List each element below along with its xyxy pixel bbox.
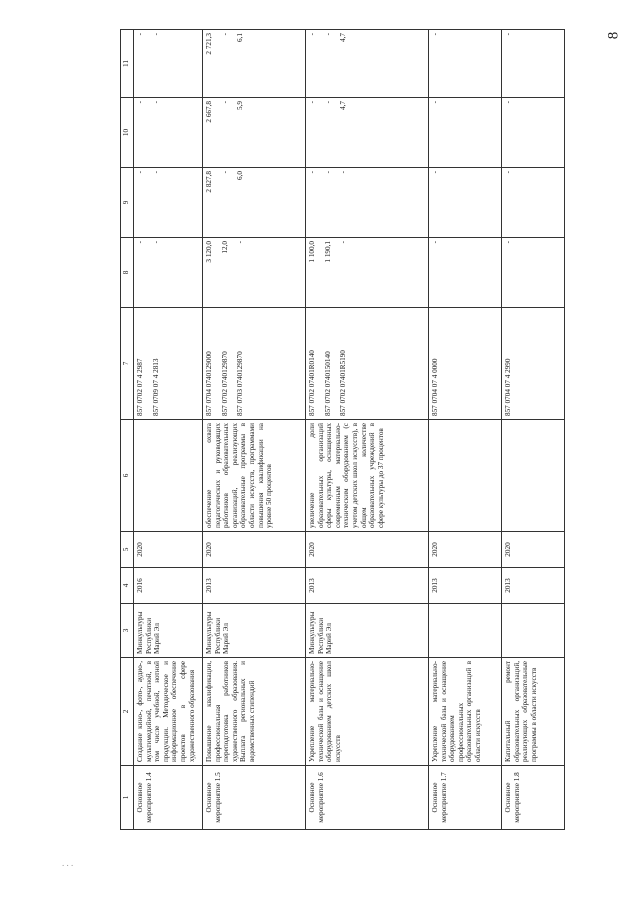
amount-col-9 — [502, 168, 565, 238]
col-header-6: 6 — [121, 420, 134, 532]
amount-col-11 — [429, 30, 502, 98]
budget-code: 857 0704 07 4 0000 — [431, 358, 439, 416]
col-header-1: 1 — [121, 766, 134, 830]
amount-value: 2 827,8 — [205, 171, 213, 193]
amount-col-8 — [429, 238, 502, 308]
amount-col-8 — [203, 238, 306, 308]
amount-value: - — [151, 171, 160, 174]
amount-value: - — [323, 171, 332, 174]
table-row — [502, 30, 565, 830]
table-row — [306, 30, 429, 830]
amount-col-8 — [306, 238, 429, 308]
amount-col-8 — [502, 238, 565, 308]
header-row — [121, 30, 134, 830]
amount-value: - — [308, 33, 316, 36]
amount-col-10 — [429, 98, 502, 168]
amount-value: - — [431, 241, 439, 244]
col-header-11: 11 — [121, 30, 134, 98]
measure-name: Основное мероприятие 1.4 — [134, 766, 203, 830]
table-row — [203, 30, 306, 830]
amount-value: 4,7 — [339, 33, 348, 42]
budget-code: 857 0703 0740129870 — [236, 351, 245, 416]
amount-value: - — [323, 101, 332, 104]
expected-result: увеличение доли образовательных организаций сферы культуры, оснащенных современным материально-техническим оборудованием (с учетом детских школ искусств), в общем количестве образовательных учреждений в сфере культуры до 37 процентов — [306, 420, 429, 532]
amount-value: - — [339, 241, 348, 244]
amount-value: - — [323, 33, 332, 36]
amount-value: - — [308, 101, 316, 104]
scan-artifact: . . . — [62, 858, 74, 868]
amount-value: - — [504, 101, 512, 104]
amount-col-9 — [203, 168, 306, 238]
amount-col-11 — [134, 30, 203, 98]
col-header-10: 10 — [121, 98, 134, 168]
amount-col-11 — [502, 30, 565, 98]
end-year: 2020 — [429, 532, 502, 568]
amount-value: 6,1 — [236, 33, 245, 42]
amount-col-10 — [203, 98, 306, 168]
measure-name: Основное мероприятие 1.7 — [429, 766, 502, 830]
expected-result — [502, 420, 565, 532]
budget-codes — [429, 308, 502, 420]
responsible-executor: Минкультуры Республики Марий Эл — [203, 604, 306, 658]
budget-codes — [203, 308, 306, 420]
budget-code: 857 0702 07 4 2987 — [136, 358, 144, 416]
start-year: 2013 — [203, 568, 306, 604]
expected-result — [429, 420, 502, 532]
start-year: 2013 — [306, 568, 429, 604]
amount-value: - — [220, 171, 229, 174]
expected-result: обеспечение охвата педагогических и руководящих работников образовательных организаций, реализующих образовательные программы в области искусств, программами повышения квалификации на уровне 50 процентов — [203, 420, 306, 532]
amount-value: 2 667,8 — [205, 101, 213, 123]
amount-value: - — [308, 171, 316, 174]
responsible-executor — [429, 604, 502, 658]
responsible-executor: Минкультуры Республики Марий Эл — [306, 604, 429, 658]
budget-codes — [134, 308, 203, 420]
budget-codes — [306, 308, 429, 420]
program-measures-table — [120, 29, 565, 830]
measure-description: Укрепление материально-технической базы и оснащение оборудованием профессиональных образовательных организаций в области искусств — [429, 658, 502, 766]
amount-col-8 — [134, 238, 203, 308]
amount-col-11 — [306, 30, 429, 98]
start-year: 2016 — [134, 568, 203, 604]
amount-value: - — [339, 171, 348, 174]
col-header-2: 2 — [121, 658, 134, 766]
measure-description: Капитальный ремонт образовательных организаций, реализующих образовательные программы в области искусств — [502, 658, 565, 766]
amount-value: - — [136, 241, 144, 244]
col-header-8: 8 — [121, 238, 134, 308]
responsible-executor: Минкультуры Республики Марий Эл — [134, 604, 203, 658]
page-number: 8 — [605, 31, 622, 40]
amount-value: - — [151, 241, 160, 244]
amount-value: 5,9 — [236, 101, 245, 110]
amount-value: 12,0 — [220, 241, 229, 254]
amount-value: - — [431, 101, 439, 104]
measure-description: Повышение квалификации, профессиональная переподготовка работников художественного образования. Выплата региональных и ведомственных стипендий — [203, 658, 306, 766]
budget-code: 857 0702 0740150140 — [323, 351, 332, 416]
end-year: 2020 — [502, 532, 565, 568]
amount-value: 4,7 — [339, 101, 348, 110]
col-header-7: 7 — [121, 308, 134, 420]
col-header-5: 5 — [121, 532, 134, 568]
rotated-page-content — [120, 30, 600, 830]
end-year: 2020 — [203, 532, 306, 568]
amount-value: - — [151, 33, 160, 36]
col-header-9: 9 — [121, 168, 134, 238]
amount-col-10 — [134, 98, 203, 168]
amount-value: - — [431, 33, 439, 36]
budget-code: 857 0702 07401R5190 — [339, 350, 348, 416]
measure-description: Создание кино-, фото-, аудио-, мультимедийной, печатной, в том числе учебной, нотной продукции. Методическое и информационное обеспечение проектов в сфере художественного образования — [134, 658, 203, 766]
measure-name: Основное мероприятие 1.8 — [502, 766, 565, 830]
amount-col-10 — [502, 98, 565, 168]
measure-name: Основное мероприятие 1.5 — [203, 766, 306, 830]
amount-col-9 — [306, 168, 429, 238]
amount-col-9 — [429, 168, 502, 238]
budget-code: 857 0704 0740129000 — [205, 351, 213, 416]
amount-value: - — [504, 171, 512, 174]
col-header-4: 4 — [121, 568, 134, 604]
amount-value: 3 120,0 — [205, 241, 213, 263]
amount-value: - — [431, 171, 439, 174]
amount-value: 6,0 — [236, 171, 245, 180]
measure-name: Основное мероприятие 1.6 — [306, 766, 429, 830]
amount-value: 1 190,1 — [323, 241, 332, 263]
amount-value: - — [236, 241, 245, 244]
table-row — [134, 30, 203, 830]
budget-code: 857 0702 0740129870 — [220, 351, 229, 416]
end-year: 2020 — [134, 532, 203, 568]
amount-value: - — [151, 101, 160, 104]
budget-codes — [502, 308, 565, 420]
amount-value: 1 100,0 — [308, 241, 316, 263]
col-header-3: 3 — [121, 604, 134, 658]
table-row — [429, 30, 502, 830]
start-year: 2013 — [502, 568, 565, 604]
amount-col-9 — [134, 168, 203, 238]
expected-result — [134, 420, 203, 532]
budget-code: 857 0709 07 4 2813 — [151, 358, 160, 416]
amount-value: - — [136, 171, 144, 174]
amount-value: - — [136, 33, 144, 36]
responsible-executor — [502, 604, 565, 658]
end-year: 2020 — [306, 532, 429, 568]
measure-description: Укрепление материально-технической базы и оснащение оборудованием детских школ искусств — [306, 658, 429, 766]
amount-value: - — [504, 33, 512, 36]
amount-col-11 — [203, 30, 306, 98]
amount-value: - — [136, 101, 144, 104]
amount-col-10 — [306, 98, 429, 168]
amount-value: - — [220, 33, 229, 36]
amount-value: - — [504, 241, 512, 244]
start-year: 2013 — [429, 568, 502, 604]
budget-code: 857 0702 07401R0140 — [308, 350, 316, 416]
budget-code: 857 0704 07 4 2990 — [504, 358, 512, 416]
amount-value: 2 721,3 — [205, 33, 213, 55]
amount-value: - — [220, 101, 229, 104]
